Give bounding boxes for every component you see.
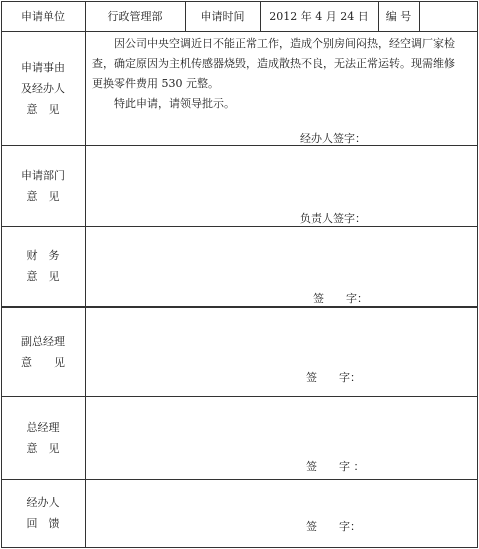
reason-text bbox=[92, 34, 460, 114]
gm-opinion-label bbox=[1, 396, 85, 479]
number-value[interactable] bbox=[419, 1, 477, 31]
unit-value: 行政管理部 bbox=[107, 9, 163, 23]
finance-signature: 签 字： bbox=[313, 292, 368, 305]
label-line: 及经办人 bbox=[21, 81, 65, 95]
label-line: 财 务 bbox=[26, 249, 60, 262]
manager-signature: 负责人签字： bbox=[300, 212, 366, 225]
label-line: 意 见 bbox=[26, 441, 60, 455]
handler-feedback-label bbox=[1, 479, 85, 547]
label-line: 申请部门 bbox=[21, 168, 65, 182]
label-line: 意 见 bbox=[21, 355, 65, 369]
reason-label bbox=[1, 31, 85, 145]
feedback-signature: 签 字： bbox=[306, 520, 361, 533]
department-opinion-label bbox=[1, 145, 85, 226]
deputy-gm-signature: 签 字： bbox=[306, 371, 361, 384]
deputy-gm-opinion-label bbox=[1, 307, 85, 396]
label-line: 回 馈 bbox=[26, 517, 60, 530]
label-line: 意 见 bbox=[26, 102, 60, 116]
label-line: 意 见 bbox=[26, 270, 60, 283]
unit-label: 申请单位 bbox=[21, 9, 65, 23]
reason-paragraph: 因公司中央空调近日不能正常工作，造成个别房间闷热，经空调厂家检查，确定原因为主机传感器烧毁，造成散热不良，无法正常运转。现需维修更换零件费用 530 元整。 bbox=[92, 37, 455, 90]
time-value: 2012 年 4 月 24 日 bbox=[269, 9, 369, 23]
label-line: 副总经理 bbox=[21, 334, 65, 348]
label-line: 申请事由 bbox=[21, 60, 65, 74]
right-border bbox=[477, 1, 478, 547]
label-line: 意 见 bbox=[26, 189, 60, 203]
time-label: 申请时间 bbox=[200, 9, 245, 23]
request-sentence: 特此申请，请领导批示。 bbox=[114, 97, 235, 110]
label-line: 经办人 bbox=[26, 496, 60, 509]
label-line: 总经理 bbox=[26, 420, 60, 434]
label-column-divider bbox=[85, 1, 86, 547]
handler-signature: 经办人签字： bbox=[300, 132, 366, 145]
bottom-border bbox=[1, 547, 478, 548]
finance-opinion-label bbox=[1, 226, 85, 306]
number-label: 编 号 bbox=[385, 9, 412, 23]
gm-signature: 签 字 ： bbox=[306, 460, 365, 473]
